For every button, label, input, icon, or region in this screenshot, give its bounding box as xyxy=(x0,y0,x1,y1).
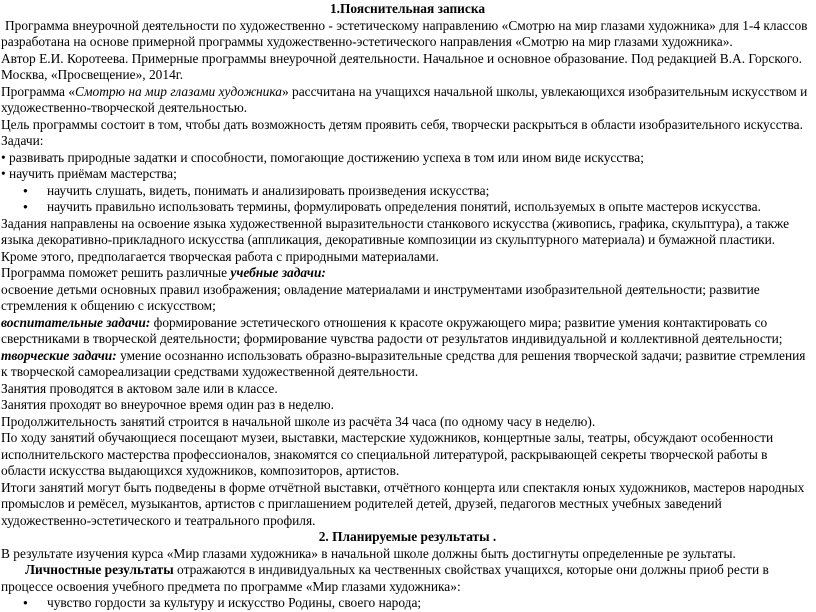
paragraph-duration: Продолжительность занятий строится в начальной школе из расчёта 34 часа (по одному часу в неделю). xyxy=(1,413,596,429)
paragraph-held-hall: Занятия проводятся в актовом зале или в классе. xyxy=(1,380,278,396)
creative-tasks-label: творческие задачи: xyxy=(1,347,117,363)
section-heading-planned-results: 2. Планируемые результаты . xyxy=(318,529,497,544)
paragraph-held-time: Занятия проходят во внеурочное время один раз в неделю. xyxy=(1,397,334,412)
task-bullet-list xyxy=(1,183,814,216)
paragraph-results: Итоги занятий могут быть подведены в форме отчётной выставки, отчётного концерта или спектакля юных художников, мастеров народных промыслов и ремёсел, музыкантов, артистов с приглашением родителей детей, друзей, педагогов местных учебных заведений художественно-эстетического и театрального профиля. xyxy=(1,479,805,528)
paragraph-program-target xyxy=(1,84,814,117)
paragraph-program-intro: Программа внеурочной деятельности по художественно - эстетическому направлению «Смотрю на мир глазами художника» для 1-4 классов разработана на основе примерной программы художественно-эстетического направления «Смотрю на мир глазами художника». xyxy=(1,17,808,49)
program-title-italic: Смотрю на мир глазами художника xyxy=(75,83,282,99)
paragraph-upbringing-tasks xyxy=(1,315,814,348)
task-line: • научить приёмам мастерства; xyxy=(1,166,177,181)
paragraph-visits: По ходу занятий обучающиеся посещают музеи, выставки, мастерские художников, концертные залы, театры, обсуждают особенности исполнительского мастерства профессионалов, знакомятся со специальной литературой, раскрывающей секреты творческой работы в области искусства выдающихся художников, композиторов, артистов. xyxy=(1,430,774,478)
personal-results-text: отражаются в индивидуальных ка чественных свойствах учащихся, которые они должны приоб рести в процессе освоения учебного предмета по программе «Мир глазами художника»: xyxy=(1,562,769,594)
paragraph-personal-results xyxy=(1,562,814,595)
task-line: • развивать природные задатки и способности, помогающие достижению успеха в том или ином виде искусства; xyxy=(1,149,644,165)
upbringing-tasks-label: воспитательные задачи: xyxy=(1,314,151,330)
program-target-prefix: Программа « xyxy=(1,83,76,99)
program-helps-prefix: Программа поможет решить различные xyxy=(1,265,231,280)
task-bullet-item: ● научить правильно использовать термины, формулировать определения понятий, используемых в опыте мастеров искусства. xyxy=(47,199,814,216)
paragraph-creative-tasks xyxy=(1,348,814,381)
paragraph-author: Автор Е.И. Коротеева. Примерные программы внеурочной деятельности. Начальное и основное образование. Под редакцией В.А. Горского. Москва, «Просвещение», 2014г. xyxy=(1,50,803,82)
creative-tasks-text: умение осознанно использовать образно-выразительные средства для решения творческой задачи; развитие стремления к творческой самореализации средствами художественной деятельности. xyxy=(1,347,806,379)
paragraph-goal: Цель программы состоит в том, чтобы дать возможность детям проявить себя, творчески раскрыться в области изобразительного искусства. xyxy=(1,116,803,132)
upbringing-tasks-text: формирование эстетического отношения к красоте окружающего мира; развитие умения контактировать со сверстниками в творческой деятельности; формирование чувства радости от результатов индивидуальной и коллективной деятельности; xyxy=(1,314,783,346)
paragraph-tasks-directed: Задания направлены на освоение языка художественной выразительности станкового искусства (живопись, графика, скульптура), а также языка декоративно-прикладного искусства (аппликация, декоративные композиции из скульптурного материала) и бумажной пластики. xyxy=(1,215,790,247)
paragraph-course-results: В результате изучения курса «Мир глазами художника» в начальной школе должны быть достигнуты определенные ре зультаты. xyxy=(1,545,736,561)
paragraph-educational-tasks: освоение детьми основных правил изображения; овладение материалами и инструментами изобразительной деятельности; развитие стремления к общению с искусством; xyxy=(1,281,760,313)
personal-results-label: Личностные результаты xyxy=(25,562,174,577)
paragraph-besides: Кроме этого, предполагается творческая работа с природными материалами. xyxy=(1,248,439,264)
section-heading-explanatory-note: 1.Пояснительная записка xyxy=(329,1,486,16)
program-target-suffix: » рассчитана на учащихся начальной школы, увлекающихся изобразительным искусством и художественно-творческой деятельностью. xyxy=(1,83,808,115)
tasks-label: Задачи: xyxy=(1,133,44,148)
personal-results-bullet-item: ● чувство гордости за культуру и искусство Родины, своего народа; xyxy=(47,595,814,612)
task-bullet-item: ● научить слушать, видеть, понимать и анализировать произведения искусства; xyxy=(47,183,814,200)
personal-results-bullet-list xyxy=(1,595,814,612)
educational-tasks-label: учебные задачи: xyxy=(230,265,326,280)
paragraph-program-helps xyxy=(1,265,814,282)
